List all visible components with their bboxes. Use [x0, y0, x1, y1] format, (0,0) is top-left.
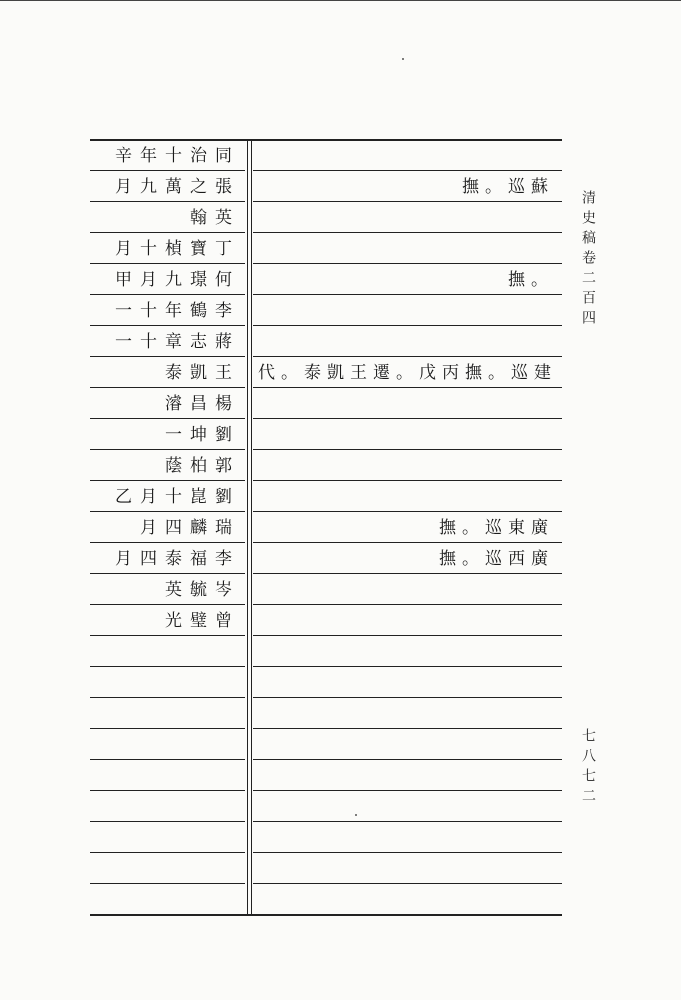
row-rule-left [90, 883, 245, 884]
right-cell [258, 234, 558, 265]
row-rule-left [90, 666, 245, 667]
row-rule-left [90, 170, 245, 171]
left-cell [96, 761, 244, 792]
right-cell [258, 389, 558, 420]
left-cell: 月四麟瑞 [140, 518, 240, 538]
center-rule-right [251, 139, 252, 914]
row-rule-left [90, 759, 245, 760]
row-rule-right [253, 666, 562, 667]
left-cell: 月九萬之張 [115, 177, 240, 197]
row-rule-right [253, 542, 562, 543]
left-cell: 乙月十崑劉 [115, 487, 240, 507]
row-rule-left [90, 635, 245, 636]
row-rule-right [253, 511, 562, 512]
row-rule-left [90, 356, 245, 357]
right-cell [258, 668, 558, 699]
row-rule-right [253, 294, 562, 295]
row-rule-left [90, 511, 245, 512]
left-cell [96, 730, 244, 761]
left-cell: 一十年鶴李 [115, 301, 240, 321]
left-cell: 蔭柏郭 [165, 456, 240, 476]
left-cell [96, 854, 244, 885]
right-cell [258, 451, 558, 482]
left-cell: 月十楨寶丁 [115, 239, 240, 259]
right-cell [258, 792, 558, 823]
center-rule-left [247, 139, 248, 914]
row-rule-right [253, 170, 562, 171]
row-rule-left [90, 263, 245, 264]
left-cell [96, 885, 244, 916]
left-cell [96, 668, 244, 699]
left-cell: 光璧曾 [165, 611, 240, 631]
right-cell [258, 730, 558, 761]
scan-speck [355, 814, 357, 816]
row-rule-right [253, 480, 562, 481]
left-cell [96, 699, 244, 730]
row-rule-left [90, 573, 245, 574]
row-rule-left [90, 697, 245, 698]
row-rule-right [253, 821, 562, 822]
right-cell [258, 141, 558, 172]
scan-speck [402, 58, 404, 60]
row-rule-left [90, 201, 245, 202]
left-cell: 辛年十治同 [115, 146, 240, 166]
row-rule-right [253, 201, 562, 202]
row-rule-left [90, 449, 245, 450]
right-cell [258, 854, 558, 885]
page-number: 七八七二 [580, 728, 596, 808]
left-cell [96, 792, 244, 823]
row-rule-left [90, 232, 245, 233]
left-cell: 翰英 [190, 208, 240, 228]
right-cell [258, 823, 558, 854]
row-rule-right [253, 418, 562, 419]
right-cell: 撫。 [508, 270, 554, 290]
right-cell [258, 699, 558, 730]
right-cell [258, 606, 558, 637]
row-rule-right [253, 573, 562, 574]
row-rule-left [90, 852, 245, 853]
row-rule-right [253, 697, 562, 698]
row-rule-right [253, 759, 562, 760]
right-cell [258, 885, 558, 916]
row-rule-right [253, 449, 562, 450]
scan-top-border [0, 0, 681, 1]
row-rule-right [253, 604, 562, 605]
right-cell [258, 420, 558, 451]
row-rule-left [90, 604, 245, 605]
right-cell: 撫。巡蘇 [462, 177, 554, 197]
row-rule-right [253, 263, 562, 264]
right-cell: 撫。巡東廣 [439, 518, 554, 538]
right-cell [258, 203, 558, 234]
left-cell [96, 637, 244, 668]
left-cell: 一十章志蔣 [115, 332, 240, 352]
row-rule-right [253, 232, 562, 233]
left-cell: 月四泰福李 [115, 549, 240, 569]
row-rule-left [90, 790, 245, 791]
left-cell: 甲月九璟何 [115, 270, 240, 290]
row-rule-right [253, 356, 562, 357]
row-rule-left [90, 480, 245, 481]
right-cell [258, 761, 558, 792]
row-rule-right [253, 852, 562, 853]
left-cell: 濬昌楊 [165, 394, 240, 414]
table-bottom-rule [90, 914, 562, 916]
left-cell [96, 823, 244, 854]
right-cell [258, 637, 558, 668]
left-cell: 一坤劉 [165, 425, 240, 445]
left-cell: 泰凱王 [165, 363, 240, 383]
left-cell: 英毓岑 [165, 580, 240, 600]
row-rule-left [90, 387, 245, 388]
right-cell [258, 575, 558, 606]
row-rule-right [253, 325, 562, 326]
right-cell [258, 482, 558, 513]
right-cell [258, 296, 558, 327]
right-cell: 代。泰凱王遷。戊丙撫。巡建 [258, 363, 557, 383]
row-rule-left [90, 821, 245, 822]
right-cell [258, 327, 558, 358]
row-rule-left [90, 542, 245, 543]
row-rule-right [253, 635, 562, 636]
book-title: 清史稿卷二百四 [580, 190, 596, 330]
row-rule-right [253, 790, 562, 791]
row-rule-right [253, 728, 562, 729]
row-rule-left [90, 294, 245, 295]
row-rule-right [253, 883, 562, 884]
row-rule-left [90, 418, 245, 419]
right-cell: 撫。巡西廣 [439, 549, 554, 569]
row-rule-left [90, 728, 245, 729]
row-rule-right [253, 387, 562, 388]
row-rule-left [90, 325, 245, 326]
